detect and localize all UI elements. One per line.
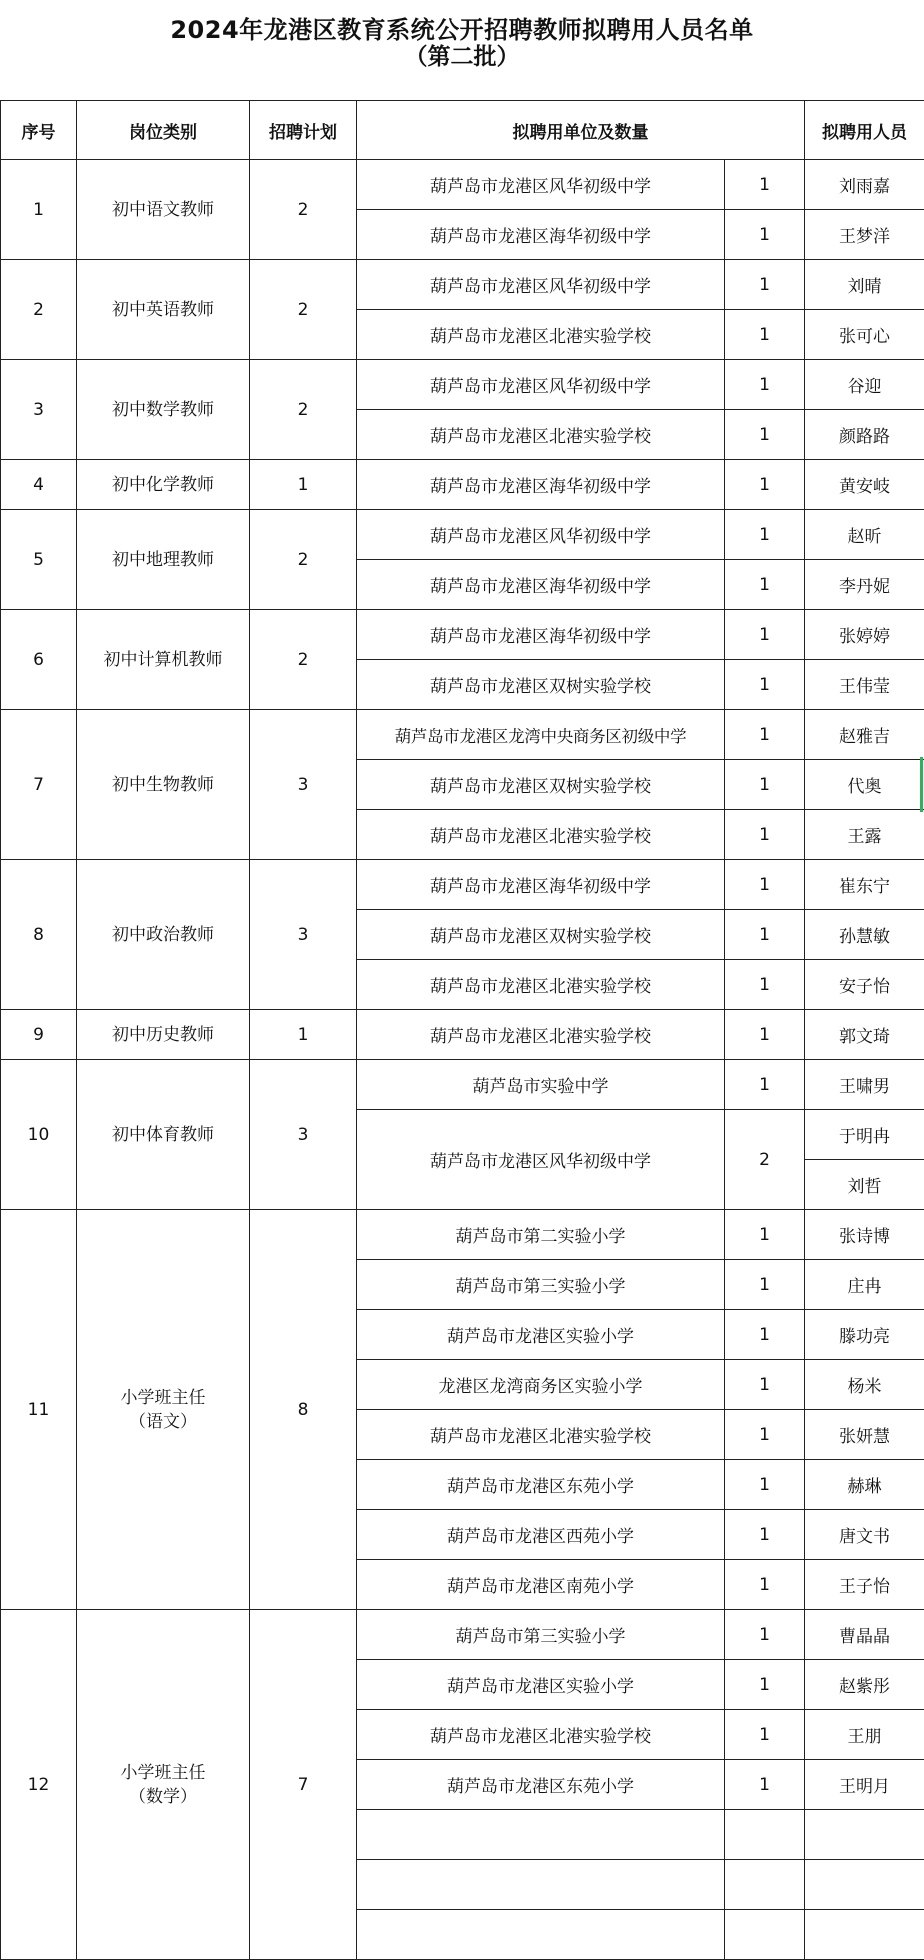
cell-person: 张婷婷	[805, 610, 924, 660]
cell-unit: 葫芦岛市龙港区北港实验学校	[357, 410, 725, 460]
cell-unit-count: 1	[725, 1760, 805, 1810]
cell-index: 2	[1, 260, 77, 360]
table-row	[1, 1610, 924, 1660]
cell-plan: 8	[250, 1210, 357, 1610]
table-row	[1, 1210, 924, 1260]
cell-category: 初中生物教师	[77, 710, 250, 860]
cell-plan: 7	[250, 1610, 357, 1960]
cell-unit: 葫芦岛市龙港区海华初级中学	[357, 860, 725, 910]
cell-person: 王啸男	[805, 1060, 924, 1110]
cell-person: 赵昕	[805, 510, 924, 560]
cell-index: 6	[1, 610, 77, 710]
cell-unit-count: 1	[725, 1360, 805, 1410]
cell-unit: 葫芦岛市龙港区西苑小学	[357, 1510, 725, 1560]
cell-category: 初中地理教师	[77, 510, 250, 610]
cell-unit-count: 1	[725, 360, 805, 410]
cell-unit	[357, 1810, 725, 1860]
cell-category: 小学班主任 （语文）	[77, 1210, 250, 1610]
cell-unit: 葫芦岛市龙港区北港实验学校	[357, 1710, 725, 1760]
header-index: 序号	[1, 101, 77, 160]
cell-unit: 葫芦岛市龙港区海华初级中学	[357, 610, 725, 660]
cell-unit-count: 1	[725, 160, 805, 210]
table-row	[1, 860, 924, 910]
cell-unit-count: 1	[725, 1460, 805, 1510]
cell-person	[805, 1810, 924, 1860]
cell-index: 11	[1, 1210, 77, 1610]
cell-plan: 2	[250, 160, 357, 260]
cell-unit-count: 1	[725, 1660, 805, 1710]
cell-category: 小学班主任 （数学）	[77, 1610, 250, 1960]
cell-person: 郭文琦	[805, 1010, 924, 1060]
cell-person: 张诗博	[805, 1210, 924, 1260]
cell-person	[805, 1860, 924, 1910]
cell-unit: 葫芦岛市龙港区风华初级中学	[357, 510, 725, 560]
cell-plan: 2	[250, 360, 357, 460]
cell-unit: 葫芦岛市龙港区风华初级中学	[357, 260, 725, 310]
cell-unit: 葫芦岛市龙港区海华初级中学	[357, 460, 725, 510]
cell-plan: 2	[250, 510, 357, 610]
cell-person: 杨米	[805, 1360, 924, 1410]
cell-person: 崔东宁	[805, 860, 924, 910]
table-body	[1, 160, 924, 1960]
cell-unit-count: 1	[725, 1610, 805, 1660]
cell-person: 赫琳	[805, 1460, 924, 1510]
cell-person: 王梦洋	[805, 210, 924, 260]
cell-unit-count: 1	[725, 760, 805, 810]
cell-unit: 葫芦岛市龙港区双树实验学校	[357, 910, 725, 960]
cell-person: 王明月	[805, 1760, 924, 1810]
cell-unit: 葫芦岛市龙港区北港实验学校	[357, 810, 725, 860]
cell-category: 初中历史教师	[77, 1010, 250, 1060]
cell-person: 刘晴	[805, 260, 924, 310]
cell-unit-count: 1	[725, 960, 805, 1010]
hiring-roster-table	[0, 100, 924, 1960]
cell-person: 张可心	[805, 310, 924, 360]
cell-unit: 葫芦岛市龙港区龙湾中央商务区初级中学	[357, 710, 725, 760]
cell-unit-count: 1	[725, 910, 805, 960]
table-row	[1, 710, 924, 760]
cell-unit-count: 1	[725, 610, 805, 660]
table-header	[1, 101, 924, 160]
cell-unit: 葫芦岛市龙港区实验小学	[357, 1310, 725, 1360]
cell-unit: 葫芦岛市龙港区实验小学	[357, 1660, 725, 1710]
cell-index: 9	[1, 1010, 77, 1060]
cell-person: 于明冉	[805, 1110, 924, 1160]
cell-unit: 葫芦岛市龙港区东苑小学	[357, 1760, 725, 1810]
cell-unit: 葫芦岛市龙港区双树实验学校	[357, 660, 725, 710]
cell-unit-count: 1	[725, 1010, 805, 1060]
cell-person: 滕功亮	[805, 1310, 924, 1360]
cell-plan: 2	[250, 610, 357, 710]
cell-person: 安子怡	[805, 960, 924, 1010]
header-units: 拟聘用单位及数量	[357, 101, 805, 160]
cell-index: 1	[1, 160, 77, 260]
cell-index: 12	[1, 1610, 77, 1960]
cell-plan: 2	[250, 260, 357, 360]
cell-category: 初中化学教师	[77, 460, 250, 510]
header-people: 拟聘用人员	[805, 101, 924, 160]
cell-unit	[357, 1860, 725, 1910]
cell-unit-count	[725, 1910, 805, 1960]
cell-unit: 葫芦岛市龙港区北港实验学校	[357, 1410, 725, 1460]
cell-unit	[357, 1910, 725, 1960]
cell-unit: 葫芦岛市龙港区南苑小学	[357, 1560, 725, 1610]
cell-unit: 葫芦岛市龙港区风华初级中学	[357, 160, 725, 210]
table-row	[1, 1060, 924, 1110]
table-row	[1, 460, 924, 510]
document-subtitle: （第二批）	[0, 42, 924, 72]
cell-person: 唐文书	[805, 1510, 924, 1560]
cell-unit: 葫芦岛市实验中学	[357, 1060, 725, 1110]
cell-unit-count: 1	[725, 460, 805, 510]
cell-unit-count: 1	[725, 810, 805, 860]
cell-unit-count: 1	[725, 1310, 805, 1360]
cell-unit: 葫芦岛市龙港区东苑小学	[357, 1460, 725, 1510]
cell-index: 4	[1, 460, 77, 510]
cell-person: 王朋	[805, 1710, 924, 1760]
cell-index: 7	[1, 710, 77, 860]
cell-person: 谷迎	[805, 360, 924, 410]
cell-category: 初中英语教师	[77, 260, 250, 360]
cell-index: 5	[1, 510, 77, 610]
cell-person: 黄安岐	[805, 460, 924, 510]
scroll-indicator	[920, 757, 923, 812]
cell-category: 初中体育教师	[77, 1060, 250, 1210]
cell-unit-count: 2	[725, 1110, 805, 1210]
cell-index: 10	[1, 1060, 77, 1210]
cell-person: 王露	[805, 810, 924, 860]
cell-person: 赵紫彤	[805, 1660, 924, 1710]
cell-unit-count: 1	[725, 560, 805, 610]
table-row	[1, 510, 924, 560]
cell-plan: 1	[250, 1010, 357, 1060]
cell-unit-count: 1	[725, 860, 805, 910]
cell-unit: 葫芦岛市龙港区海华初级中学	[357, 560, 725, 610]
cell-unit-count: 1	[725, 660, 805, 710]
cell-person: 庄冉	[805, 1260, 924, 1310]
cell-category: 初中政治教师	[77, 860, 250, 1010]
cell-person: 孙慧敏	[805, 910, 924, 960]
cell-unit-count: 1	[725, 710, 805, 760]
cell-category: 初中计算机教师	[77, 610, 250, 710]
table-row	[1, 160, 924, 210]
cell-unit-count: 1	[725, 310, 805, 360]
cell-category: 初中数学教师	[77, 360, 250, 460]
cell-category: 初中语文教师	[77, 160, 250, 260]
cell-unit: 葫芦岛市龙港区风华初级中学	[357, 360, 725, 410]
cell-person	[805, 1910, 924, 1960]
header-plan: 招聘计划	[250, 101, 357, 160]
cell-unit-count: 1	[725, 1210, 805, 1260]
cell-unit: 葫芦岛市龙港区海华初级中学	[357, 210, 725, 260]
table-row	[1, 360, 924, 410]
header-row	[1, 101, 924, 160]
table-row	[1, 260, 924, 310]
document-title: 2024年龙港区教育系统公开招聘教师拟聘用人员名单	[0, 14, 924, 46]
cell-unit: 葫芦岛市龙港区北港实验学校	[357, 960, 725, 1010]
document-header	[0, 0, 924, 100]
cell-unit-count: 1	[725, 1410, 805, 1460]
cell-unit-count: 1	[725, 1060, 805, 1110]
cell-unit: 葫芦岛市龙港区风华初级中学	[357, 1110, 725, 1210]
cell-index: 8	[1, 860, 77, 1010]
cell-index: 3	[1, 360, 77, 460]
header-category: 岗位类别	[77, 101, 250, 160]
cell-unit-count: 1	[725, 410, 805, 460]
cell-person: 张妍慧	[805, 1410, 924, 1460]
cell-plan: 3	[250, 710, 357, 860]
cell-unit-count: 1	[725, 260, 805, 310]
cell-person: 刘哲	[805, 1160, 924, 1210]
cell-unit: 葫芦岛市龙港区双树实验学校	[357, 760, 725, 810]
cell-unit-count	[725, 1810, 805, 1860]
cell-unit-count: 1	[725, 510, 805, 560]
cell-plan: 3	[250, 1060, 357, 1210]
cell-plan: 3	[250, 860, 357, 1010]
cell-unit: 葫芦岛市第二实验小学	[357, 1210, 725, 1260]
cell-person: 赵雅吉	[805, 710, 924, 760]
cell-unit-count: 1	[725, 1560, 805, 1610]
cell-person: 颜路路	[805, 410, 924, 460]
cell-person: 王伟莹	[805, 660, 924, 710]
cell-unit: 龙港区龙湾商务区实验小学	[357, 1360, 725, 1410]
cell-person: 刘雨嘉	[805, 160, 924, 210]
cell-unit: 葫芦岛市第三实验小学	[357, 1610, 725, 1660]
cell-person: 李丹妮	[805, 560, 924, 610]
cell-unit-count	[725, 1860, 805, 1910]
cell-unit: 葫芦岛市第三实验小学	[357, 1260, 725, 1310]
cell-unit-count: 1	[725, 1510, 805, 1560]
cell-unit: 葫芦岛市龙港区北港实验学校	[357, 310, 725, 360]
table-row	[1, 610, 924, 660]
cell-person: 王子怡	[805, 1560, 924, 1610]
cell-unit-count: 1	[725, 1260, 805, 1310]
cell-unit: 葫芦岛市龙港区北港实验学校	[357, 1010, 725, 1060]
cell-unit-count: 1	[725, 210, 805, 260]
table-row	[1, 1010, 924, 1060]
cell-plan: 1	[250, 460, 357, 510]
cell-person: 代奥	[805, 760, 924, 810]
cell-unit-count: 1	[725, 1710, 805, 1760]
cell-person: 曹晶晶	[805, 1610, 924, 1660]
